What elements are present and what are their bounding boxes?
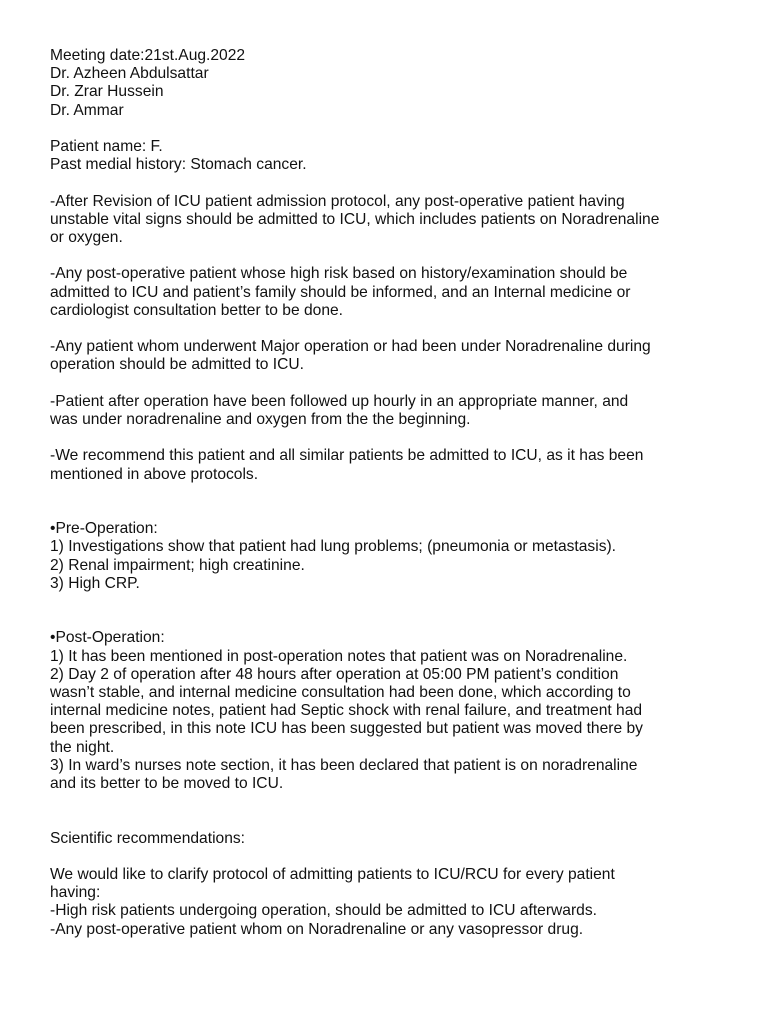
section-heading: •Post-Operation: bbox=[50, 629, 165, 647]
paragraph-line: -Patient after operation have been followed up hourly in an appropriate manner, and bbox=[50, 392, 629, 410]
recommendations-section bbox=[50, 830, 730, 939]
paragraph-line: -Any patient whom underwent Major operation or had been under Noradrenaline during bbox=[50, 338, 651, 356]
list-line: 1) It has been mentioned in post-operation notes that patient was on Noradrenaline. bbox=[50, 647, 628, 665]
paragraph-line: -After Revision of ICU patient admission protocol, any post-operative patient having bbox=[50, 192, 625, 210]
list-item: 2) Renal impairment; high creatinine. bbox=[50, 556, 305, 574]
meeting-document bbox=[50, 47, 730, 939]
paragraph-major-operation bbox=[50, 338, 730, 374]
post-operation-section bbox=[50, 629, 730, 793]
list-line: internal medicine notes, patient had Septic shock with renal failure, and treatment had bbox=[50, 702, 643, 720]
paragraph-protocol-revision bbox=[50, 193, 730, 248]
paragraph-line: cardiologist consultation better to be done. bbox=[50, 301, 344, 319]
attendee-2: Dr. Zrar Hussein bbox=[50, 83, 164, 101]
list-item: 3) High CRP. bbox=[50, 574, 140, 592]
paragraph-recommend bbox=[50, 447, 730, 483]
paragraph-line: -We recommend this patient and all similar patients be admitted to ICU, as it has been bbox=[50, 447, 644, 465]
section-heading: •Pre-Operation: bbox=[50, 520, 158, 538]
patient-history: Past medial history: Stomach cancer. bbox=[50, 156, 307, 174]
list-line: 2) Day 2 of operation after 48 hours after operation at 05:00 PM patient’s condition bbox=[50, 665, 619, 683]
attendee-3: Dr. Ammar bbox=[50, 101, 124, 119]
paragraph-line: operation should be admitted to ICU. bbox=[50, 356, 304, 374]
paragraph-line: was under noradrenaline and oxygen from the the beginning. bbox=[50, 410, 471, 428]
meeting-date: Meeting date:21st.Aug.2022 bbox=[50, 47, 246, 64]
paragraph-high-risk bbox=[50, 265, 730, 320]
recommendation-line: We would like to clarify protocol of admitting patients to ICU/RCU for every patient bbox=[50, 865, 615, 883]
attendee-1: Dr. Azheen Abdulsattar bbox=[50, 65, 209, 83]
recommendation-line: -High risk patients undergoing operation, should be admitted to ICU afterwards. bbox=[50, 902, 597, 920]
paragraph-line: -Any post-operative patient whose high risk based on history/examination should be bbox=[50, 265, 628, 283]
paragraph-follow-up bbox=[50, 393, 730, 429]
pre-operation-section bbox=[50, 520, 730, 593]
patient-name: Patient name: F. bbox=[50, 138, 163, 155]
paragraph-line: mentioned in above protocols. bbox=[50, 465, 259, 483]
list-item: 1) Investigations show that patient had lung problems; (pneumonia or metastasis). bbox=[50, 538, 617, 556]
list-line: 3) In ward’s nurses note section, it has been declared that patient is on noradrenaline bbox=[50, 756, 638, 774]
recommendation-line: -Any post-operative patient whom on Noradrenaline or any vasopressor drug. bbox=[50, 920, 584, 938]
list-line: wasn’t stable, and internal medicine consultation had been done, which according to bbox=[50, 683, 631, 701]
list-line: and its better to be moved to ICU. bbox=[50, 775, 284, 792]
paragraph-line: unstable vital signs should be admitted to ICU, which includes patients on Noradrenaline bbox=[50, 210, 660, 228]
recommendation-line: having: bbox=[50, 884, 101, 902]
paragraph-line: or oxygen. bbox=[50, 229, 123, 246]
list-line: been prescribed, in this note ICU has been suggested but patient was moved there by bbox=[50, 720, 643, 738]
paragraph-line: admitted to ICU and patient’s family should be informed, and an Internal medicine or bbox=[50, 283, 631, 301]
section-heading: Scientific recommendations: bbox=[50, 829, 246, 847]
list-line: the night. bbox=[50, 738, 115, 756]
